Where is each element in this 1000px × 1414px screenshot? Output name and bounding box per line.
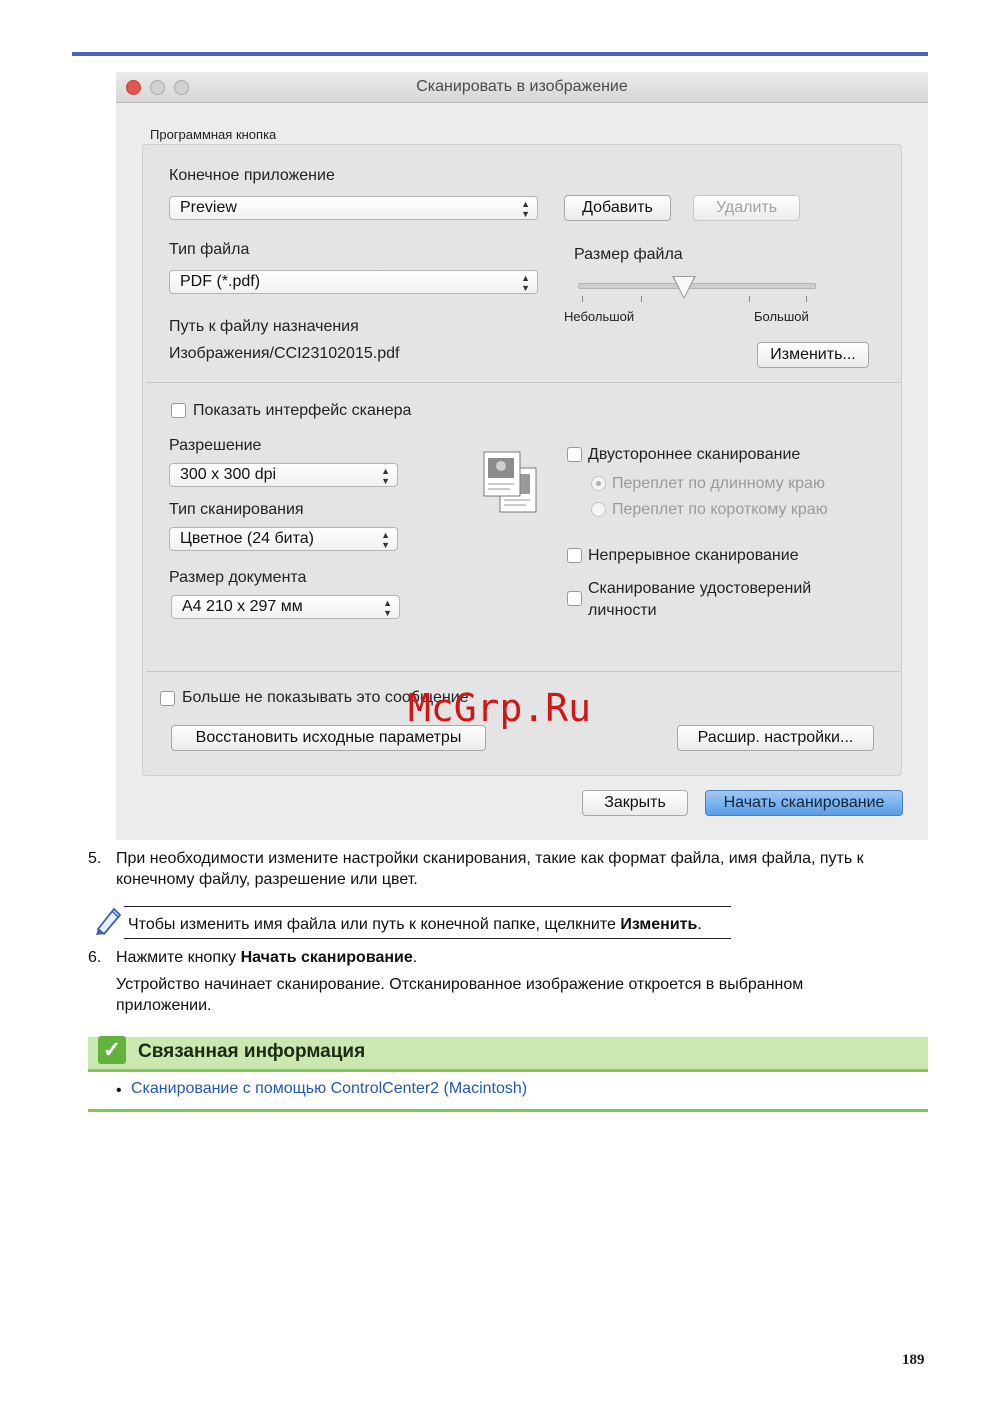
doc-size-value: A4 210 x 297 мм (182, 598, 303, 615)
scan-type-select[interactable] (169, 527, 398, 551)
add-button[interactable]: Добавить (564, 195, 671, 221)
target-app-value: Preview (180, 199, 237, 216)
step-5-text-line2: конечному файлу, разрешение или цвет. (116, 871, 418, 888)
slider-tick (806, 296, 807, 302)
dont-show-checkbox[interactable] (160, 691, 175, 706)
dont-show-label: Больше не показывать это сообщение (182, 689, 469, 706)
doc-size-select[interactable] (171, 595, 400, 619)
group-caption: Программная кнопка (150, 127, 277, 142)
step-5-text-line1: При необходимости измените настройки сканирования, такие как формат файла, имя файла, путь к (116, 850, 864, 867)
continuous-scan-checkbox[interactable] (567, 548, 582, 563)
id-card-scan-checkbox[interactable] (567, 591, 582, 606)
file-size-large-label: Большой (754, 309, 809, 324)
long-edge-label: Переплет по длинному краю (612, 475, 825, 492)
id-card-scan-label-line1: Сканирование удостоверений (588, 580, 812, 597)
select-arrows-icon: ▲ ▼ (381, 466, 390, 486)
slider-tick (582, 296, 583, 302)
slider-tick (749, 296, 750, 302)
step-6-text (116, 947, 417, 968)
top-rule (72, 52, 928, 56)
show-scanner-ui-label: Показать интерфейс сканера (193, 402, 412, 419)
dialog-title: Сканировать в изображение (416, 78, 628, 95)
slider-thumb[interactable] (674, 277, 694, 297)
note-rule (124, 938, 731, 939)
file-type-label: Тип файла (169, 241, 250, 258)
separator (146, 382, 900, 383)
note-bold: Изменить (620, 916, 698, 933)
continuous-scan-label: Непрерывное сканирование (588, 547, 799, 564)
advanced-settings-button[interactable]: Расшир. настройки... (677, 725, 874, 751)
short-edge-label: Переплет по короткому краю (612, 501, 828, 518)
close-button[interactable]: Закрыть (582, 790, 688, 816)
title-bar[interactable] (116, 72, 928, 103)
dest-path-label: Путь к файлу назначения (169, 318, 359, 335)
file-type-value: PDF (*.pdf) (180, 273, 261, 290)
note-text (128, 914, 702, 935)
related-link[interactable]: Сканирование с помощью ControlCenter2 (Macintosh) (131, 1080, 528, 1097)
delete-button[interactable]: Удалить (693, 195, 800, 221)
select-arrows-icon: ▲ ▼ (521, 273, 530, 293)
long-edge-radio[interactable] (591, 476, 606, 491)
checkmark-icon: ✓ (98, 1036, 126, 1064)
watermark: McGrp.Ru (408, 686, 592, 730)
select-arrows-icon: ▲ ▼ (383, 598, 392, 618)
resolution-select[interactable] (169, 463, 398, 487)
resolution-label: Разрешение (169, 437, 262, 454)
separator (146, 671, 900, 672)
step-5-number: 5. (88, 850, 102, 867)
target-app-label: Конечное приложение (169, 167, 335, 184)
pencil-note-icon (92, 903, 124, 935)
duplex-pages-icon (482, 450, 540, 516)
related-info-title: Связанная информация (138, 1041, 366, 1062)
slider-tick (641, 296, 642, 302)
related-info-rule (88, 1109, 928, 1112)
select-arrows-icon: ▲ ▼ (521, 199, 530, 219)
note-rule (124, 906, 731, 907)
select-arrows-icon: ▲ ▼ (381, 530, 390, 550)
related-bullet: • (116, 1082, 122, 1099)
file-size-slider[interactable] (578, 283, 816, 289)
file-size-small-label: Небольшой (564, 309, 635, 324)
doc-size-label: Размер документа (169, 569, 307, 586)
step-6-number: 6. (88, 949, 102, 966)
duplex-checkbox[interactable] (567, 447, 582, 462)
note-suffix: . (697, 916, 702, 933)
step-6-suffix: . (412, 949, 418, 966)
resolution-value: 300 x 300 dpi (180, 466, 277, 483)
restore-defaults-button[interactable]: Восстановить исходные параметры (171, 725, 486, 751)
short-edge-radio[interactable] (591, 502, 606, 517)
step-6-bold: Начать сканирование (240, 949, 413, 966)
duplex-label: Двустороннее сканирование (588, 446, 801, 463)
id-card-scan-label-line2: личности (588, 602, 657, 619)
target-app-select[interactable] (169, 196, 538, 220)
step-6-prefix: Нажмите кнопку (116, 949, 241, 966)
result-line1: Устройство начинает сканирование. Отсканированное изображение откроется в выбранном (116, 976, 804, 993)
result-line2: приложении. (116, 997, 212, 1014)
file-size-label: Размер файла (574, 246, 683, 263)
page-number: 189 (902, 1352, 925, 1368)
start-scan-button[interactable]: Начать сканирование (705, 790, 903, 816)
note-prefix: Чтобы изменить имя файла или путь к конечной папке, щелкните (128, 916, 621, 933)
file-type-select[interactable] (169, 270, 538, 294)
dest-path-value: Изображения/CCI23102015.pdf (169, 345, 400, 362)
change-button[interactable]: Изменить... (757, 342, 869, 368)
scan-type-value: Цветное (24 бита) (180, 530, 314, 547)
scan-type-label: Тип сканирования (169, 501, 304, 518)
show-scanner-ui-checkbox[interactable] (171, 403, 186, 418)
